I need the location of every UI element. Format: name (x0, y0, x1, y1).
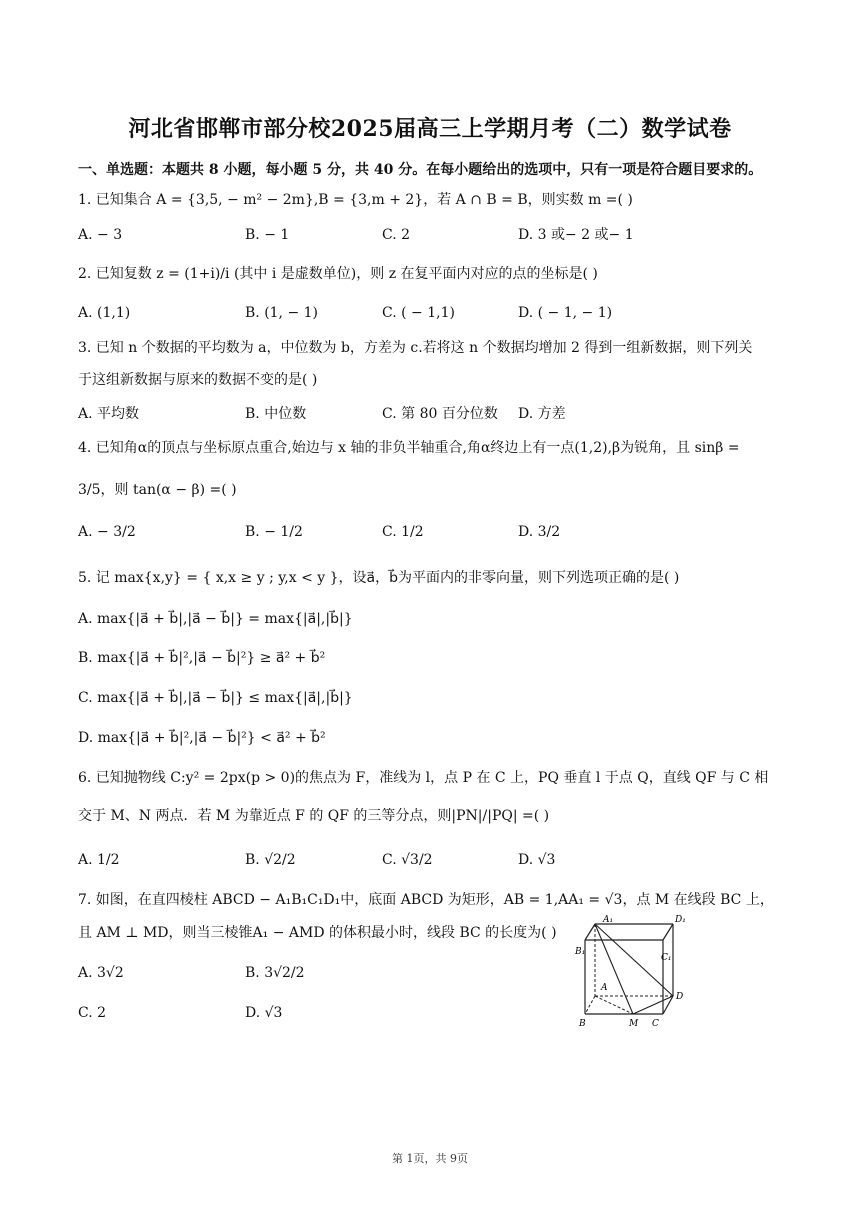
question-7-stem-line-2: 且 AM ⊥ MD，则当三棱锥A₁ − AMD 的体积最小时，线段 BC 的长度为( ) (78, 925, 557, 941)
q3-option-a: A. 平均数 (78, 406, 140, 422)
q7-option-a: A. 3√2 (78, 965, 124, 981)
q2-option-d: D. ( − 1, − 1) (518, 305, 613, 321)
question-3-stem-line-1: 3. 已知 n 个数据的平均数为 a，中位数为 b，方差为 c.若将这 n 个数据均增加 2 得到一组新数据，则下列关 (78, 340, 753, 356)
prism-figure (575, 910, 695, 1028)
question-1-stem: 1. 已知集合 A = {3,5, − m² − 2m},B = {3,m + 2}，若 A ∩ B = B，则实数 m =( ) (78, 192, 633, 208)
q7-option-d: D. √3 (245, 1005, 283, 1021)
page-footer: 第 1页，共 9页 (392, 1152, 468, 1165)
q6-option-b: B. √2/2 (245, 852, 296, 868)
question-5-stem: 5. 记 max{x,y} = { x,x ≥ y ; y,x < y }，设a⃗，b⃗为平面内的非零向量，则下列选项正确的是( ) (78, 570, 680, 586)
q5-option-b: B. max{|a⃗ + b⃗|²,|a⃗ − b⃗|²} ≥ a⃗² + b⃗² (78, 650, 326, 666)
question-7-stem-line-1: 7. 如图，在直四棱柱 ABCD − A₁B₁C₁D₁中，底面 ABCD 为矩形，AB = 1,AA₁ = √3，点 M 在线段 BC 上， (78, 892, 774, 908)
q5-option-c: C. max{|a⃗ + b⃗|,|a⃗ − b⃗|} ≤ max{|a⃗|,|b⃗|} (78, 690, 353, 706)
label-b: B (579, 1019, 586, 1028)
q6-option-c: C. √3/2 (382, 852, 433, 868)
q6-option-d: D. √3 (518, 852, 556, 868)
question-4-stem-line-1: 4. 已知角α的顶点与坐标原点重合,始边与 x 轴的非负半轴重合,角α终边上有一点(1,2),β为锐角，且 sinβ = (78, 440, 740, 456)
q4-option-a: A. − 3/2 (78, 524, 136, 540)
q6-option-a: A. 1/2 (78, 852, 120, 868)
label-m: M (629, 1019, 639, 1028)
label-a: A (601, 983, 608, 993)
q2-option-b: B. (1, − 1) (245, 305, 319, 321)
q3-option-c: C. 第 80 百分位数 (382, 406, 498, 422)
q7-option-b: B. 3√2/2 (245, 965, 305, 981)
label-c: C (652, 1019, 659, 1028)
q3-option-b: B. 中位数 (245, 406, 307, 422)
q1-option-d: D. 3 或− 2 或− 1 (518, 227, 634, 243)
question-6-stem-line-1: 6. 已知抛物线 C:y² = 2px(p > 0)的焦点为 F，准线为 l，点 P 在 C 上，PQ 垂直 l 于点 Q，直线 QF 与 C 相 (78, 770, 769, 786)
label-d1: D₁ (675, 915, 686, 925)
question-4-stem-line-2: 3/5，则 tan(α − β) =( ) (78, 482, 237, 498)
section-header: 一、单选题：本题共 8 小题，每小题 5 分，共 40 分。在每小题给出的选项中，只有一项是符合题目要求的。 (78, 162, 763, 178)
q5-option-d: D. max{|a⃗ + b⃗|²,|a⃗ − b⃗|²} < a⃗² + b⃗² (78, 730, 326, 746)
page-title: 河北省邯郸市部分校2025届高三上学期月考（二）数学试卷 (128, 116, 732, 142)
question-6-stem-line-2: 交于 M、N 两点．若 M 为靠近点 F 的 QF 的三等分点，则|PN|/|PQ| =( ) (78, 808, 550, 824)
q2-option-a: A. (1,1) (78, 305, 131, 321)
question-2-stem: 2. 已知复数 z = (1+i)/i (其中 i 是虚数单位)，则 z 在复平面内对应的点的坐标是( ) (78, 266, 598, 282)
q1-option-a: A. − 3 (78, 227, 123, 243)
q7-option-c: C. 2 (78, 1005, 107, 1021)
q4-option-d: D. 3/2 (518, 524, 561, 540)
label-a1: A₁ (603, 915, 614, 925)
q1-option-b: B. − 1 (245, 227, 290, 243)
q4-option-b: B. − 1/2 (245, 524, 303, 540)
question-3-stem-line-2: 于这组新数据与原来的数据不变的是( ) (78, 372, 318, 388)
q5-option-a: A. max{|a⃗ + b⃗|,|a⃗ − b⃗|} = max{|a⃗|,|b⃗|} (78, 611, 353, 627)
label-d: D (676, 992, 684, 1002)
label-c1: C₁ (661, 953, 672, 963)
q1-option-c: C. 2 (382, 227, 411, 243)
q4-option-c: C. 1/2 (382, 524, 424, 540)
q2-option-c: C. ( − 1,1) (382, 305, 455, 321)
label-b1: B₁ (575, 947, 586, 957)
q3-option-d: D. 方差 (518, 406, 566, 422)
